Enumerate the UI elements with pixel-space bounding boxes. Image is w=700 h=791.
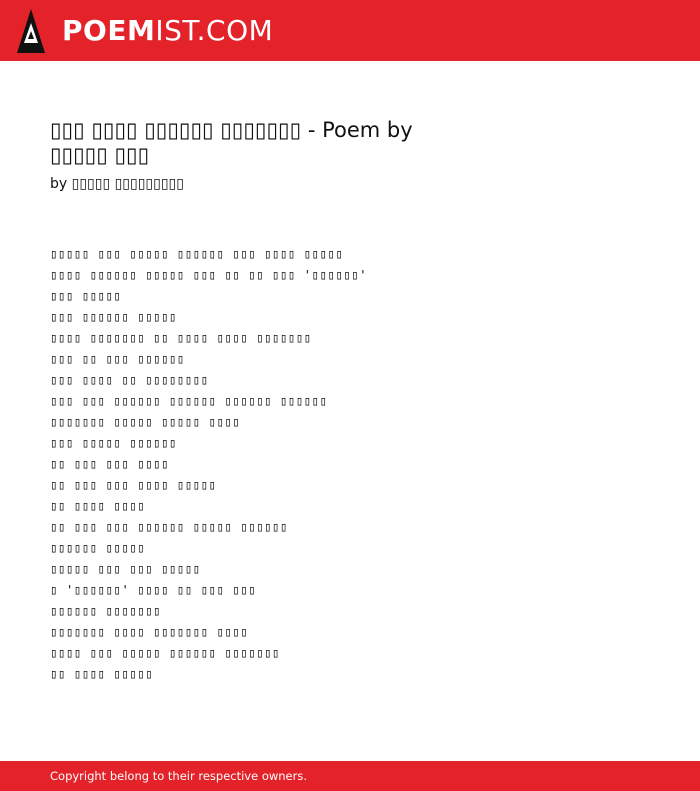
pencil-icon[interactable] [17,9,45,53]
poem-line: ▯▯ ▯▯▯ ▯▯▯ ▯▯▯▯▯▯ ▯▯▯▯▯ ▯▯▯▯▯▯ [50,519,288,534]
poem-line: ▯▯ ▯▯▯▯ ▯▯▯▯▯ [50,666,154,681]
poem-line: ▯▯▯ ▯▯ ▯▯▯ ▯▯▯▯▯▯ [50,351,185,366]
poem-line: ▯▯▯▯▯▯▯ ▯▯▯▯ ▯▯▯▯▯▯▯ ▯▯▯▯ [50,624,249,639]
poem-line: ▯▯ ▯▯▯ ▯▯▯ ▯▯▯▯ [50,456,169,471]
poem-line: ▯▯▯ ▯▯▯▯▯▯ ▯▯▯▯▯ [50,309,177,324]
poem-line: ▯▯▯▯▯▯ ▯▯▯▯▯▯▯ [50,603,161,618]
copyright-text: Copyright belong to their respective owners. [50,769,308,783]
poem-line: ▯ '▯▯▯▯▯▯' ▯▯▯▯ ▯▯ ▯▯▯ ▯▯▯ [50,582,257,597]
site-logo[interactable] [62,13,273,49]
poem-line: ▯▯▯ ▯▯▯▯▯ [50,288,122,303]
logo-light-text: IST.COM [155,14,274,47]
logo-bold-text: POEM [62,14,156,47]
poem-line: ▯▯▯ ▯▯▯▯ ▯▯ ▯▯▯▯▯▯▯▯ [50,372,209,387]
poem-line: ▯▯ ▯▯▯ ▯▯▯ ▯▯▯▯ ▯▯▯▯▯ [50,477,217,492]
poem-line: ▯▯▯▯ ▯▯▯▯▯▯▯ ▯▯ ▯▯▯▯ ▯▯▯▯ ▯▯▯▯▯▯▯ [50,330,312,345]
poem-body [50,243,650,684]
poem-line: ▯▯▯▯▯▯ ▯▯▯▯▯ [50,540,146,555]
poem-line: ▯▯▯▯ ▯▯▯ ▯▯▯▯▯ ▯▯▯▯▯▯ ▯▯▯▯▯▯▯ [50,645,280,660]
poem-line: ▯▯ ▯▯▯▯ ▯▯▯▯ [50,498,146,513]
site-footer [0,761,700,791]
site-header [0,0,700,61]
poem-line: ▯▯▯▯▯ ▯▯▯ ▯▯▯ ▯▯▯▯▯ [50,561,201,576]
poem-line: ▯▯▯ ▯▯▯▯▯ ▯▯▯▯▯▯ [50,435,177,450]
poem-line: ▯▯▯▯▯▯▯ ▯▯▯▯▯ ▯▯▯▯▯ ▯▯▯▯ [50,414,241,429]
poem-author: by ▯▯▯▯▯ ▯▯▯▯▯▯▯▯▯ [50,176,184,192]
poem-line: ▯▯▯ ▯▯▯ ▯▯▯▯▯▯ ▯▯▯▯▯▯ ▯▯▯▯▯▯ ▯▯▯▯▯▯ [50,393,328,408]
poem-line: ▯▯▯▯▯ ▯▯▯ ▯▯▯▯▯ ▯▯▯▯▯▯ ▯▯▯ ▯▯▯▯ ▯▯▯▯▯ [50,246,344,261]
poem-title: ▯▯▯ ▯▯▯▯ ▯▯▯▯▯▯ ▯▯▯▯▯▯▯ - Poem by ▯▯▯▯▯ ▯▯▯ [50,118,413,167]
poem-line: ▯▯▯▯ ▯▯▯▯▯▯ ▯▯▯▯▯ ▯▯▯ ▯▯ ▯▯ ▯▯▯ '▯▯▯▯▯▯' [50,267,368,282]
